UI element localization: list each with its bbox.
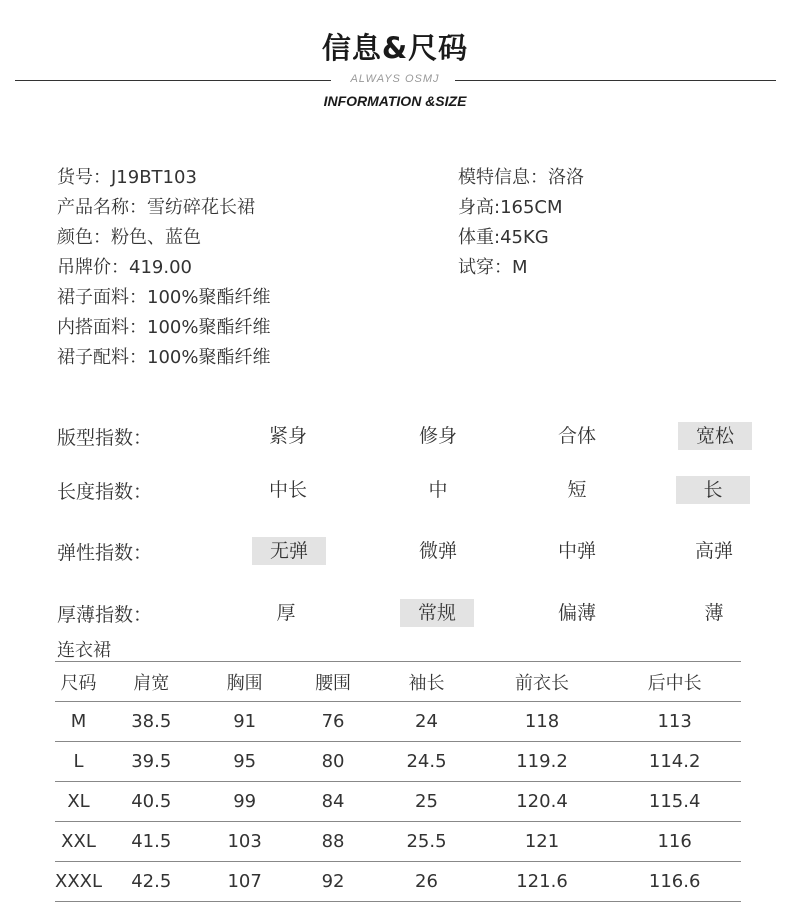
index-option: 微弹 (418, 540, 457, 562)
table-cell: 121.6 (476, 862, 609, 902)
index-option: 薄 (704, 602, 724, 624)
index-option: 合体 (557, 425, 596, 447)
index-label: 版型指数： (57, 427, 153, 449)
model-info (458, 163, 584, 283)
table-cell: 92 (289, 862, 377, 902)
table-cell: 76 (289, 702, 377, 742)
table-cell: 42.5 (102, 862, 200, 902)
table-cell: 119.2 (476, 742, 609, 782)
table-cell: 120.4 (476, 782, 609, 822)
index-option-selected: 常规 (400, 599, 474, 627)
table-cell: 113 (608, 702, 741, 742)
index-option: 短 (567, 479, 587, 501)
brand-tagline: ALWAYS OSMJ (350, 73, 440, 85)
table-cell: 116 (608, 822, 741, 862)
table-cell: 99 (200, 782, 288, 822)
index-option: 厚 (276, 602, 296, 624)
table-cell: 88 (289, 822, 377, 862)
table-cell: 25.5 (377, 822, 475, 862)
table-cell: 118 (476, 702, 609, 742)
model-item-weight: 体重:45KG (458, 227, 549, 248)
table-header-row (55, 662, 741, 702)
table-cell: M (55, 702, 102, 742)
table-header-cell: 袖长 (377, 662, 475, 702)
table-cell: 25 (377, 782, 475, 822)
table-row (55, 782, 741, 822)
table-header-cell: 前衣长 (476, 662, 609, 702)
table-header-cell: 腰围 (289, 662, 377, 702)
size-table-category: 连衣裙 (57, 640, 111, 661)
info-item-name: 产品名称：雪纺碎花长裙 (57, 197, 255, 218)
table-header-cell: 尺码 (55, 662, 102, 702)
table-header-cell: 胸围 (200, 662, 288, 702)
table-cell: 24.5 (377, 742, 475, 782)
index-option: 偏薄 (557, 602, 596, 624)
product-info (57, 163, 270, 373)
model-item-height: 身高:165CM (458, 197, 563, 218)
table-header-cell: 后中长 (608, 662, 741, 702)
info-item-lining-fabric: 内搭面料：100%聚酯纤维 (57, 317, 271, 338)
index-option: 中弹 (557, 540, 596, 562)
info-item-sku: 货号：J19BT103 (57, 167, 197, 188)
table-cell: 121 (476, 822, 609, 862)
table-cell: 41.5 (102, 822, 200, 862)
table-row (55, 862, 741, 902)
table-cell: 95 (200, 742, 288, 782)
table-cell: 40.5 (102, 782, 200, 822)
model-item-name: 模特信息：洛洛 (458, 167, 584, 188)
table-cell: XL (55, 782, 102, 822)
info-item-skirt-fabric: 裙子面料：100%聚酯纤维 (57, 287, 271, 308)
index-label: 厚薄指数： (57, 604, 153, 626)
index-option-selected: 长 (676, 476, 750, 504)
table-row (55, 742, 741, 782)
table-cell: XXL (55, 822, 102, 862)
size-table (55, 661, 741, 902)
index-option: 中 (428, 479, 448, 501)
table-cell: 107 (200, 862, 288, 902)
table-cell: 84 (289, 782, 377, 822)
table-row (55, 822, 741, 862)
table-cell: 38.5 (102, 702, 200, 742)
index-label: 长度指数： (57, 481, 153, 503)
table-header-cell: 肩宽 (102, 662, 200, 702)
table-cell: 39.5 (102, 742, 200, 782)
table-cell: 114.2 (608, 742, 741, 782)
index-option: 中长 (268, 479, 307, 501)
model-item-size: 试穿：M (458, 257, 528, 278)
index-option: 修身 (418, 425, 457, 447)
index-option: 紧身 (268, 425, 307, 447)
table-cell: 24 (377, 702, 475, 742)
info-item-price: 吊牌价：419.00 (57, 257, 192, 278)
index-label: 弹性指数： (57, 542, 153, 564)
table-cell: 80 (289, 742, 377, 782)
table-cell: 91 (200, 702, 288, 742)
table-cell: 116.6 (608, 862, 741, 902)
page-subtitle: INFORMATION &SIZE (323, 93, 467, 109)
table-cell: L (55, 742, 102, 782)
index-option-selected: 无弹 (252, 537, 326, 565)
table-cell: 26 (377, 862, 475, 902)
index-option: 高弹 (694, 540, 733, 562)
index-option-selected: 宽松 (678, 422, 752, 450)
table-row (55, 702, 741, 742)
table-cell: XXXL (55, 862, 102, 902)
info-item-colors: 颜色：粉色、蓝色 (57, 227, 201, 248)
page-title: 信息&尺码 (321, 31, 469, 65)
info-item-skirt-trim: 裙子配料：100%聚酯纤维 (57, 347, 271, 368)
table-cell: 115.4 (608, 782, 741, 822)
table-cell: 103 (200, 822, 288, 862)
